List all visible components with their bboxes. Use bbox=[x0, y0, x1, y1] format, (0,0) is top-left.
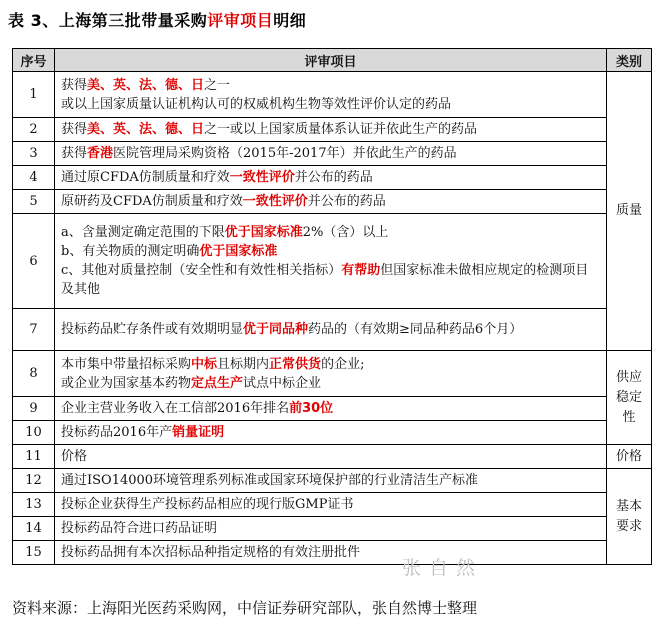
row-item: 投标药品拥有本次招标品种指定规格的有效注册批件 bbox=[55, 541, 607, 565]
row-item: 本市集中带量招标采购中标且标期内正常供货的企业; 或企业为国家基本药物定点生产试点中标企业 bbox=[55, 351, 607, 397]
category-basic: 基本 要求 bbox=[607, 469, 652, 565]
category-supply: 供应 稳定 性 bbox=[607, 351, 652, 445]
table-row bbox=[13, 469, 652, 493]
row-item: 投标药品符合进口药品证明 bbox=[55, 517, 607, 541]
row-number: 14 bbox=[13, 517, 55, 541]
table-row bbox=[13, 142, 652, 166]
title-suffix: 明细 bbox=[273, 11, 307, 30]
row-item: a、含量测定确定范围的下限优于国家标准2%（含）以上 b、有关物质的测定明确优于国家标准 c、其他对质量控制（安全性和有效性相关指标）有帮助但国家标准未做相应规定的检测项目及其他 bbox=[55, 214, 607, 309]
row-number: 8 bbox=[13, 351, 55, 397]
table-row bbox=[13, 214, 652, 309]
row-number: 6 bbox=[13, 214, 55, 309]
title-highlight: 评审项目 bbox=[207, 11, 274, 30]
row-number: 9 bbox=[13, 397, 55, 421]
table-row bbox=[13, 493, 652, 517]
header-category: 类别 bbox=[607, 49, 652, 72]
row-item: 企业主营业务收入在工信部2016年排名前30位 bbox=[55, 397, 607, 421]
table-row bbox=[13, 445, 652, 469]
table-row bbox=[13, 541, 652, 565]
row-item: 获得美、英、法、德、日之一或以上国家质量体系认证并依此生产的药品 bbox=[55, 118, 607, 142]
row-item: 投标药品2016年产销量证明 bbox=[55, 421, 607, 445]
row-number: 15 bbox=[13, 541, 55, 565]
header-row bbox=[13, 49, 652, 72]
table-row bbox=[13, 309, 652, 351]
table-row bbox=[13, 351, 652, 397]
table-row bbox=[13, 166, 652, 190]
row-number: 1 bbox=[13, 72, 55, 118]
table-row bbox=[13, 72, 652, 118]
table-row bbox=[13, 517, 652, 541]
row-item: 获得香港医院管理局采购资格（2015年-2017年）并依此生产的药品 bbox=[55, 142, 607, 166]
row-item: 通过原CFDA仿制质量和疗效一致性评价并公布的药品 bbox=[55, 166, 607, 190]
row-number: 4 bbox=[13, 166, 55, 190]
row-number: 11 bbox=[13, 445, 55, 469]
row-number: 13 bbox=[13, 493, 55, 517]
category-quality: 质量 bbox=[607, 72, 652, 351]
table-title bbox=[8, 8, 306, 31]
table-row bbox=[13, 397, 652, 421]
row-item: 原研药及CFDA仿制质量和疗效一致性评价并公布的药品 bbox=[55, 190, 607, 214]
row-number: 7 bbox=[13, 309, 55, 351]
category-price: 价格 bbox=[607, 445, 652, 469]
review-items-table bbox=[12, 48, 652, 565]
row-number: 10 bbox=[13, 421, 55, 445]
title-prefix: 表 3、上海第三批带量采购 bbox=[8, 11, 208, 30]
source-note: 资料来源：上海阳光医药采购网，中信证券研究部队，张自然博士整理 bbox=[12, 599, 478, 617]
row-item: 投标药品贮存条件或有效期明显优于同品种药品的（有效期≥同品种药品6个月） bbox=[55, 309, 607, 351]
row-item: 投标企业获得生产投标药品相应的现行版GMP证书 bbox=[55, 493, 607, 517]
row-item: 通过ISO14000环境管理系列标准或国家环境保护部的行业清洁生产标准 bbox=[55, 469, 607, 493]
header-no: 序号 bbox=[13, 49, 55, 72]
table-row bbox=[13, 421, 652, 445]
row-item: 价格 bbox=[55, 445, 607, 469]
row-number: 5 bbox=[13, 190, 55, 214]
header-item: 评审项目 bbox=[55, 49, 607, 72]
row-number: 2 bbox=[13, 118, 55, 142]
table-row bbox=[13, 190, 652, 214]
table-row bbox=[13, 118, 652, 142]
row-item: 获得美、英、法、德、日之一 或以上国家质量认证机构认可的权威机构生物等效性评价认定的药品 bbox=[55, 72, 607, 118]
row-number: 3 bbox=[13, 142, 55, 166]
row-number: 12 bbox=[13, 469, 55, 493]
watermark: 张自然 bbox=[402, 557, 484, 579]
